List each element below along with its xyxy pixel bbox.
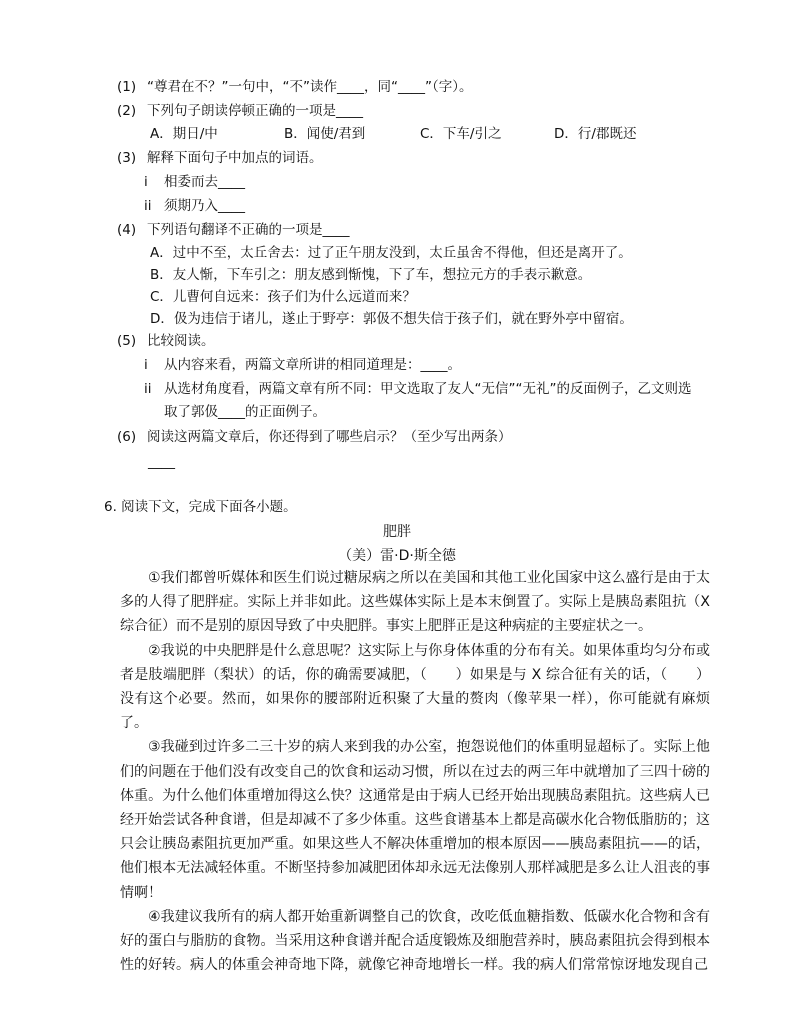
roman-numeral: i — [144, 174, 148, 190]
paragraph-3: ③我碰到过许多二三十岁的病人来到我的办公室，抱怨说他们的体重明显超标了。实际上他们的问题在于他们没有改变自己的饮食和运动习惯，所以在过去的两三年中就增加了三四十磅的体重。为什么他们体重增加得这么快？这通常是由于病人已经开始出现胰岛素阻抗。这些病人已经开始尝试各种食谱，但是却减不了多少体重。这些食谱基本上都是高碳水化合物低脂肪的；这只会让胰岛素阻抗更加严重。如果这些人不解决体重增加的根本原因——胰岛素阻抗——的话，他们根本无法减轻体重。不断坚持参加减肥团体却永远无法像别人那样减肥是多么让人沮丧的事情啊！ — [120, 739, 710, 901]
question-number: (5) — [117, 333, 137, 349]
question-text: 阅读这两篇文章后，你还得到了哪些启示？（至少写出两条） — [147, 429, 512, 445]
question-number: (2) — [117, 103, 137, 119]
sub-question-text: 从内容来看，两篇文章所讲的相同道理是：____。 — [164, 357, 461, 373]
option-c: C．下车/引之 — [420, 126, 502, 142]
section-heading: 6. 阅读下文，完成下面各小题。 — [104, 499, 297, 515]
sub-question-5-ii — [144, 379, 691, 399]
sub-question-3-ii — [144, 196, 245, 216]
sub-question-text: 相委而去____ — [164, 174, 245, 190]
question-text: 比较阅读。 — [147, 333, 215, 349]
article-title: 肥胖 — [383, 524, 411, 540]
sub-question-continuation: 取了郭伋____的正面例子。 — [164, 404, 326, 420]
sub-question-3-i — [144, 172, 245, 192]
question-text: 解释下面句子中加点的词语。 — [147, 150, 323, 166]
paragraph-4: ④我建议我所有的病人都开始重新调整自己的饮食，改吃低血糖指数、低碳水化合物和含有好的蛋白与脂肪的食物。当采用这种食谱并配合适度锻炼及细胞营养时，胰岛素阻抗会得到根本性的好转。病人的体重会神奇地下降，就像它神奇地增长一样。我的病人们常常惊讶地发现自己 — [120, 908, 710, 974]
article-body — [120, 566, 710, 977]
question-text: “尊君在不？”一句中，“不”读作____，同“____”（字）。 — [147, 79, 473, 95]
question-number: (4) — [117, 222, 137, 238]
roman-numeral: i — [144, 357, 148, 373]
option-d: D．伋为违信于诸儿，遂止于野亭：郭伋不想失信于孩子们，就在野外亭中留宿。 — [150, 311, 633, 327]
roman-numeral: ii — [144, 198, 152, 214]
question-number: (6) — [117, 429, 137, 445]
question-number: (1) — [117, 79, 137, 95]
sub-question-5-i — [144, 355, 461, 375]
option-d: D．行/郡既还 — [554, 126, 637, 142]
options-row — [150, 124, 670, 144]
sub-question-text: 须期乃入____ — [164, 198, 245, 214]
option-a: A．过中不至，太丘舍去：过了正午朋友没到，太丘虽舍不得他，但还是离开了。 — [150, 245, 632, 261]
roman-numeral: ii — [144, 381, 152, 397]
sub-question-text: 从选材角度看，两篇文章有所不同：甲文选取了友人“无信”“无礼”的反面例子，乙文则选 — [164, 381, 692, 397]
paragraph-1: ①我们都曾听媒体和医生们说过糖尿病之所以在美国和其他工业化国家中这么盛行是由于太多的人得了肥胖症。实际上并非如此。这些媒体实际上是本末倒置了。实际上是胰岛素阻抗（X综合征）而不是别的原因导致了中央肥胖。事实上肥胖正是这种病症的主要症状之一。 — [120, 570, 710, 635]
answer-blank: ____ — [148, 454, 175, 470]
question-text: 下列语句翻译不正确的一项是____ — [147, 222, 350, 238]
option-c: C．儿曹何自远来：孩子们为什么远道而来？ — [150, 289, 416, 305]
option-b: B．闻使/君到 — [284, 126, 366, 142]
option-b: B．友人惭，下车引之：朋友感到惭愧，下了车，想拉元方的手表示歉意。 — [150, 267, 592, 283]
option-a: A．期日/中 — [150, 126, 218, 142]
question-number: (3) — [117, 150, 137, 166]
article-author: （美）雷·D·斯全德 — [338, 548, 456, 564]
question-text: 下列句子朗读停顿正确的一项是____ — [147, 103, 363, 119]
paragraph-2: ②我说的中央肥胖是什么意思呢？这实际上与你身体体重的分布有关。如果体重均匀分布或者是肢端肥胖（梨状）的话，你的确需要减肥，（ ）如果是与 X 综合征有关的话，（ ）没有这个必要。然而，如果你的腰部附近积聚了大量的赘肉（像苹果一样），你可能就有麻烦了。 — [120, 642, 710, 732]
